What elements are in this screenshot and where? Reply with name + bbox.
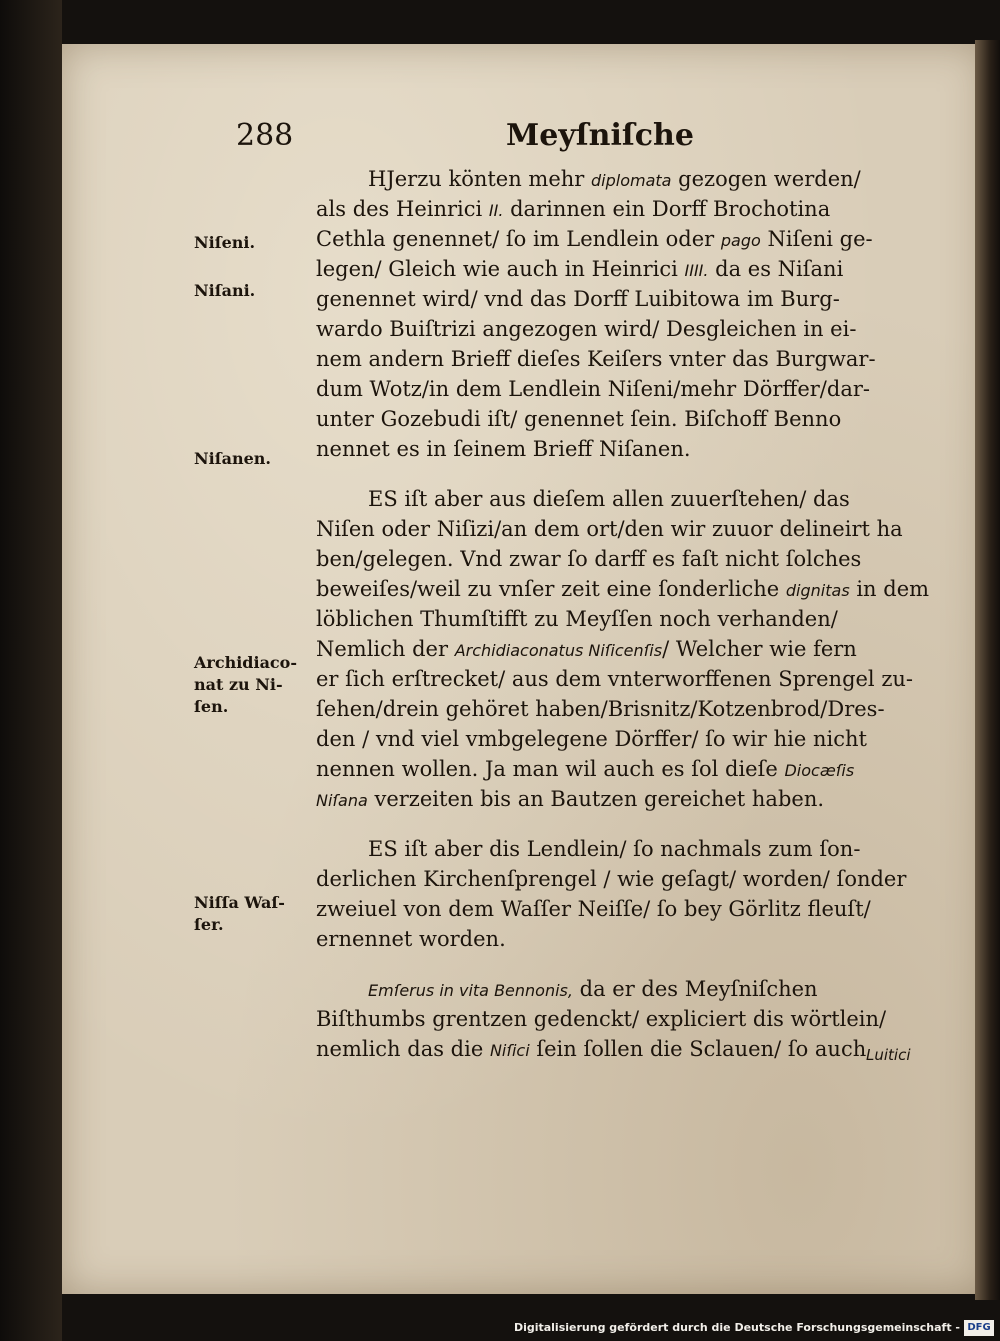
line-text: HJerzu könten mehr [368, 167, 592, 191]
margin-note: Niſſa Waſ-ſer. [194, 893, 285, 934]
line-text: dum Wotz/in dem Lendlein Niſeni/mehr Dörffer/dar- [316, 377, 870, 401]
text-line [316, 254, 916, 284]
margin-note: Niſanen. [194, 449, 271, 468]
line-text: Cethla genennet/ ſo im Lendlein oder [316, 227, 721, 251]
margin-note: Archidiaco-nat zu Ni-ſen. [194, 653, 297, 716]
paragraph-3 [316, 834, 916, 954]
text-line [316, 404, 916, 434]
line-text: da er des Meyſniſchen [572, 977, 818, 1001]
line-text: legen/ Gleich wie auch in Heinrici [316, 257, 685, 281]
line-text: Niſen oder Niſizi/an dem ort/den wir zuuor delineirt ha [316, 517, 903, 541]
text-line [316, 544, 916, 574]
page-edge [975, 40, 1000, 1300]
line-text: verzeiten bis an Bautzen gereichet haben. [367, 787, 825, 811]
dfg-logo: DFG [964, 1320, 994, 1336]
paragraph-2 [316, 484, 930, 814]
text-line [316, 514, 916, 544]
text-line [316, 194, 916, 224]
line-text: derlichen Kirchenſprengel / wie geſagt/ worden/ ſonder [316, 867, 907, 891]
line-text: als des Heinrici [316, 197, 489, 221]
text-line [316, 694, 916, 724]
latin-term: II. [488, 201, 504, 220]
footer-bar [0, 1318, 1000, 1341]
text-line [316, 784, 916, 814]
latin-term: Emſerus in vita Bennonis, [368, 981, 573, 1000]
latin-term: Archidiaconatus Niſicenſis [454, 641, 663, 660]
margin-note: Niſani. [194, 281, 256, 300]
text-line [316, 374, 916, 404]
text-line [316, 164, 916, 194]
running-title: Meyſniſche [506, 118, 694, 153]
latin-term: dignitas [785, 581, 850, 600]
line-text: zweiuel von dem Waſſer Neiſſe/ ſo bey Görlitz fleuſt/ [316, 897, 871, 921]
paragraph-1 [316, 164, 916, 464]
line-text: beweiſes/weil zu vnſer zeit eine ſonderliche [316, 577, 786, 601]
line-text: löblichen Thumſtifft zu Meyſſen noch verhanden/ [316, 607, 838, 631]
line-text: ſein ſollen die Sclauen/ ſo auch [529, 1037, 867, 1061]
latin-term: pago [720, 231, 761, 250]
latin-term: Diocæſis [784, 761, 855, 780]
line-text: genennet wird/ vnd das Dorff Luibitowa im Burg- [316, 287, 840, 311]
line-text: nennet es in ſeinem Brieff Niſanen. [316, 437, 691, 461]
line-text: nem andern Brieff dieſes Keiſers vnter das Burgwar- [316, 347, 876, 371]
line-text: unter Gozebudi iſt/ genennet ſein. Biſchoff Benno [316, 407, 842, 431]
line-text: ES iſt aber aus dieſem allen zuuerſtehen/ das [368, 487, 850, 511]
main-text [316, 164, 930, 1064]
text-line [316, 724, 916, 754]
text-line [316, 974, 916, 1004]
page-header [0, 118, 1000, 158]
line-text: darinnen ein Dorff Brochotina [503, 197, 831, 221]
line-text: ſehen/drein gehöret haben/Brisnitz/Kotzenbrod/Dres- [316, 697, 885, 721]
text-line [316, 1004, 916, 1034]
line-text: ben/gelegen. Vnd zwar ſo darff es faſt nicht ſolches [316, 547, 862, 571]
text-line [316, 834, 916, 864]
line-text: da es Niſani [708, 257, 844, 281]
text-line [316, 894, 916, 924]
text-line [316, 344, 916, 374]
line-text: Nemlich der [316, 637, 455, 661]
line-text: / Welcher wie fern [662, 637, 857, 661]
latin-term: Niſana [316, 791, 368, 810]
text-line [316, 574, 930, 604]
line-text: nennen wollen. Ja man wil auch es ſol dieſe [316, 757, 785, 781]
line-text: ernennet worden. [316, 927, 506, 951]
latin-term: Niſici [489, 1041, 530, 1060]
line-text: er ſich erſtrecket/ aus dem vnterworffenen Sprengel zu- [316, 667, 914, 691]
book-gutter [0, 0, 62, 1341]
page-number: 288 [236, 118, 294, 153]
line-text: in dem [849, 577, 930, 601]
line-text: Niſeni ge- [760, 227, 873, 251]
line-text: gezogen werden/ [671, 167, 861, 191]
paragraph-4 [316, 974, 916, 1064]
text-line [316, 664, 916, 694]
latin-term: diplomata [591, 171, 672, 190]
line-text: ES iſt aber dis Lendlein/ ſo nachmals zum ſon- [368, 837, 861, 861]
text-line [316, 284, 916, 314]
text-line [316, 604, 916, 634]
text-line [316, 864, 916, 894]
text-line [316, 224, 916, 254]
text-line [316, 1034, 916, 1064]
line-text: Biſthumbs grentzen gedenckt/ expliciert dis wörtlein/ [316, 1007, 887, 1031]
text-line [316, 754, 916, 784]
catchword: Luitici [866, 1046, 911, 1064]
line-text: wardo Buiſtrizi angezogen wird/ Desgleichen in ei- [316, 317, 857, 341]
margin-note: Niſeni. [194, 233, 256, 252]
text-line [316, 434, 916, 464]
text-line [316, 314, 916, 344]
text-line [316, 924, 916, 954]
funding-credit: Digitalisierung gefördert durch die Deutsche Forschungsgemeinschaft - [513, 1321, 960, 1334]
line-text: den / vnd viel vmbgelegene Dörffer/ ſo wir hie nicht [316, 727, 867, 751]
text-line [316, 484, 916, 514]
latin-term: IIII. [684, 261, 709, 280]
line-text: nemlich das die [316, 1037, 490, 1061]
text-line [316, 634, 916, 664]
